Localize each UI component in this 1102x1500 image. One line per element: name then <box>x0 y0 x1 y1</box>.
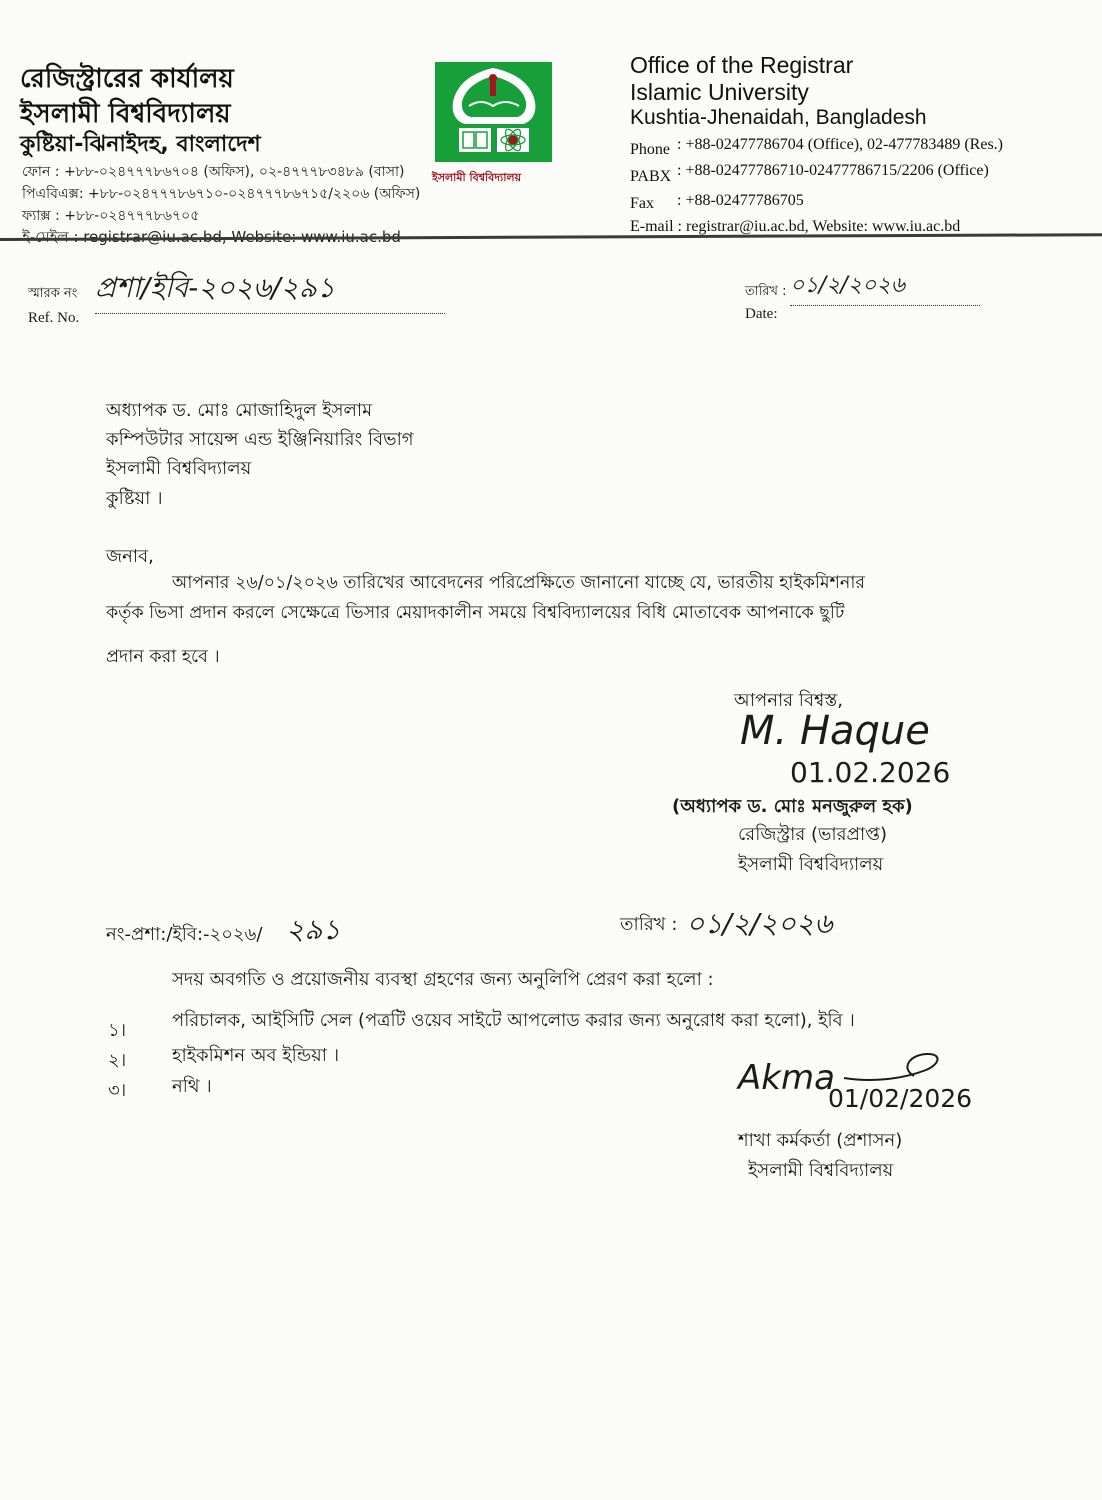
header-fax-label: Fax <box>630 195 654 212</box>
date-value: ০১/২/২০২৬ <box>790 268 980 306</box>
copy-item-number: ১। <box>108 1020 127 1041</box>
body-line: কর্তৃক ভিসা প্রদান করলে সেক্ষেত্রে ভিসার মেয়াদকালীন সময়ে বিশ্ববিদ্যালয়ের বিধি মোতাবেক আপনাকে ছুটি <box>106 603 845 623</box>
university-emblem-icon <box>435 62 552 162</box>
signatory-org: ইসলামী বিশ্ববিদ্যালয় <box>738 854 884 875</box>
registrar-signature: M. Haque <box>740 708 930 754</box>
copy-item-text: পরিচালক, আইসিটি সেল (পত্রটি ওয়েব সাইটে আপলোড করার জন্য অনুরোধ করা হলো), ইবি । <box>172 1010 855 1031</box>
copy-item-text: নথি । <box>172 1076 212 1097</box>
university-logo <box>435 62 552 162</box>
header-office-bn: রেজিস্ট্রারের কার্যালয় <box>20 64 234 94</box>
copy-date-value: ০১/২/২০২৬ <box>686 907 833 940</box>
signatory-name: (অধ্যাপক ড. মোঃ মনজুরুল হক) <box>672 796 913 817</box>
date-label-bn: তারিখ : <box>745 284 787 299</box>
salutation: জনাব, <box>106 546 154 567</box>
copy-date-label: তারিখ : <box>620 914 678 935</box>
header-location-bn: কুষ্টিয়া-ঝিনাইদহ, বাংলাদেশ <box>20 132 261 157</box>
header-email-en: E-mail : registrar@iu.ac.bd, Website: www.iu.ac.bd <box>630 218 961 235</box>
officer-sign-date: 01/02/2026 <box>828 1084 973 1113</box>
recipient-line: কুষ্টিয়া । <box>106 488 163 509</box>
recipient-line: ইসলামী বিশ্ববিদ্যালয় <box>106 458 252 479</box>
header-phone-bn: ফোন : +৮৮-০২৪৭৭৭৮৬৭০৪ (অফিস), ০২-৪৭৭৭৮৩৪৮৯ (বাসা) <box>22 164 405 180</box>
copy-ref-number: ২৯১ <box>286 913 341 946</box>
date-label-en: Date: <box>745 306 778 322</box>
header-pabx-bn: পিএবিএক্স: +৮৮-০২৪৭৭৭৮৬৭১০-০২৪৭৭৭৮৬৭১৫/২২০৬ (অফিস) <box>22 186 421 202</box>
header-phone-en: : +88-02477786704 (Office), 02-477783489 (Res.) <box>677 136 1004 153</box>
signatory-title: রেজিস্ট্রার (ভারপ্রাপ্ত) <box>738 824 887 845</box>
closing: আপনার বিশ্বস্ত, <box>734 690 843 711</box>
header-university-en: Islamic University <box>630 79 809 105</box>
officer-org: ইসলামী বিশ্ববিদ্যালয় <box>748 1160 894 1181</box>
signature-flourish-icon <box>840 1048 950 1088</box>
recipient-line: কম্পিউটার সায়েন্স এন্ড ইঞ্জিনিয়ারিং বিভাগ <box>106 429 414 450</box>
header-location-en: Kushtia-Jhenaidah, Bangladesh <box>630 106 927 129</box>
header-university-bn: ইসলামী বিশ্ববিদ্যালয় <box>20 99 231 129</box>
body-line: আপনার ২৬/০১/২০২৬ তারিখের আবেদনের পরিপ্রেক্ষিতে জানানো যাচ্ছে যে, ভারতীয় হাইকমিশনার <box>172 573 866 593</box>
header-office-en: Office of the Registrar <box>630 52 854 78</box>
signature-date: 01.02.2026 <box>790 756 951 789</box>
copy-item-text: হাইকমিশন অব ইন্ডিয়া । <box>172 1045 340 1066</box>
body-line: প্রদান করা হবে । <box>106 647 220 667</box>
header-phone-label: Phone <box>630 141 670 158</box>
header-email-bn: ই-মেইল : registrar@iu.ac.bd, Website: www.iu.ac.bd <box>22 228 401 246</box>
officer-title: শাখা কর্মকর্তা (প্রশাসন) <box>738 1130 903 1151</box>
copy-item-number: ৩। <box>108 1080 127 1101</box>
logo-caption: ইসলামী বিশ্ববিদ্যালয় <box>432 171 522 184</box>
copy-intro: সদয় অবগতি ও প্রয়োজনীয় ব্যবস্থা গ্রহণের জন্য অনুলিপি প্রেরণ করা হলো : <box>172 969 714 990</box>
ref-number: প্রশা/ইবি-২০২৬/২৯১ <box>95 266 445 314</box>
header-fax-en: : +88-02477786705 <box>677 192 804 209</box>
header-fax-bn: ফ্যাক্স : +৮৮-০২৪৭৭৭৮৬৭০৫ <box>22 208 200 224</box>
ref-label-en: Ref. No. <box>28 310 80 326</box>
header-pabx-en: : +88-02477786710-02477786715/2206 (Office) <box>677 162 989 179</box>
officer-signature: Akma <box>738 1058 835 1098</box>
recipient-line: অধ্যাপক ড. মোঃ মোজাহিদুল ইসলাম <box>106 400 373 421</box>
copy-item-number: ২। <box>108 1050 127 1071</box>
header-pabx-label: PABX <box>630 168 672 185</box>
ref-label-bn: স্মারক নং <box>28 286 78 301</box>
copy-ref: নং-প্রশা:/ইবি:-২০২৬/ <box>106 924 263 945</box>
